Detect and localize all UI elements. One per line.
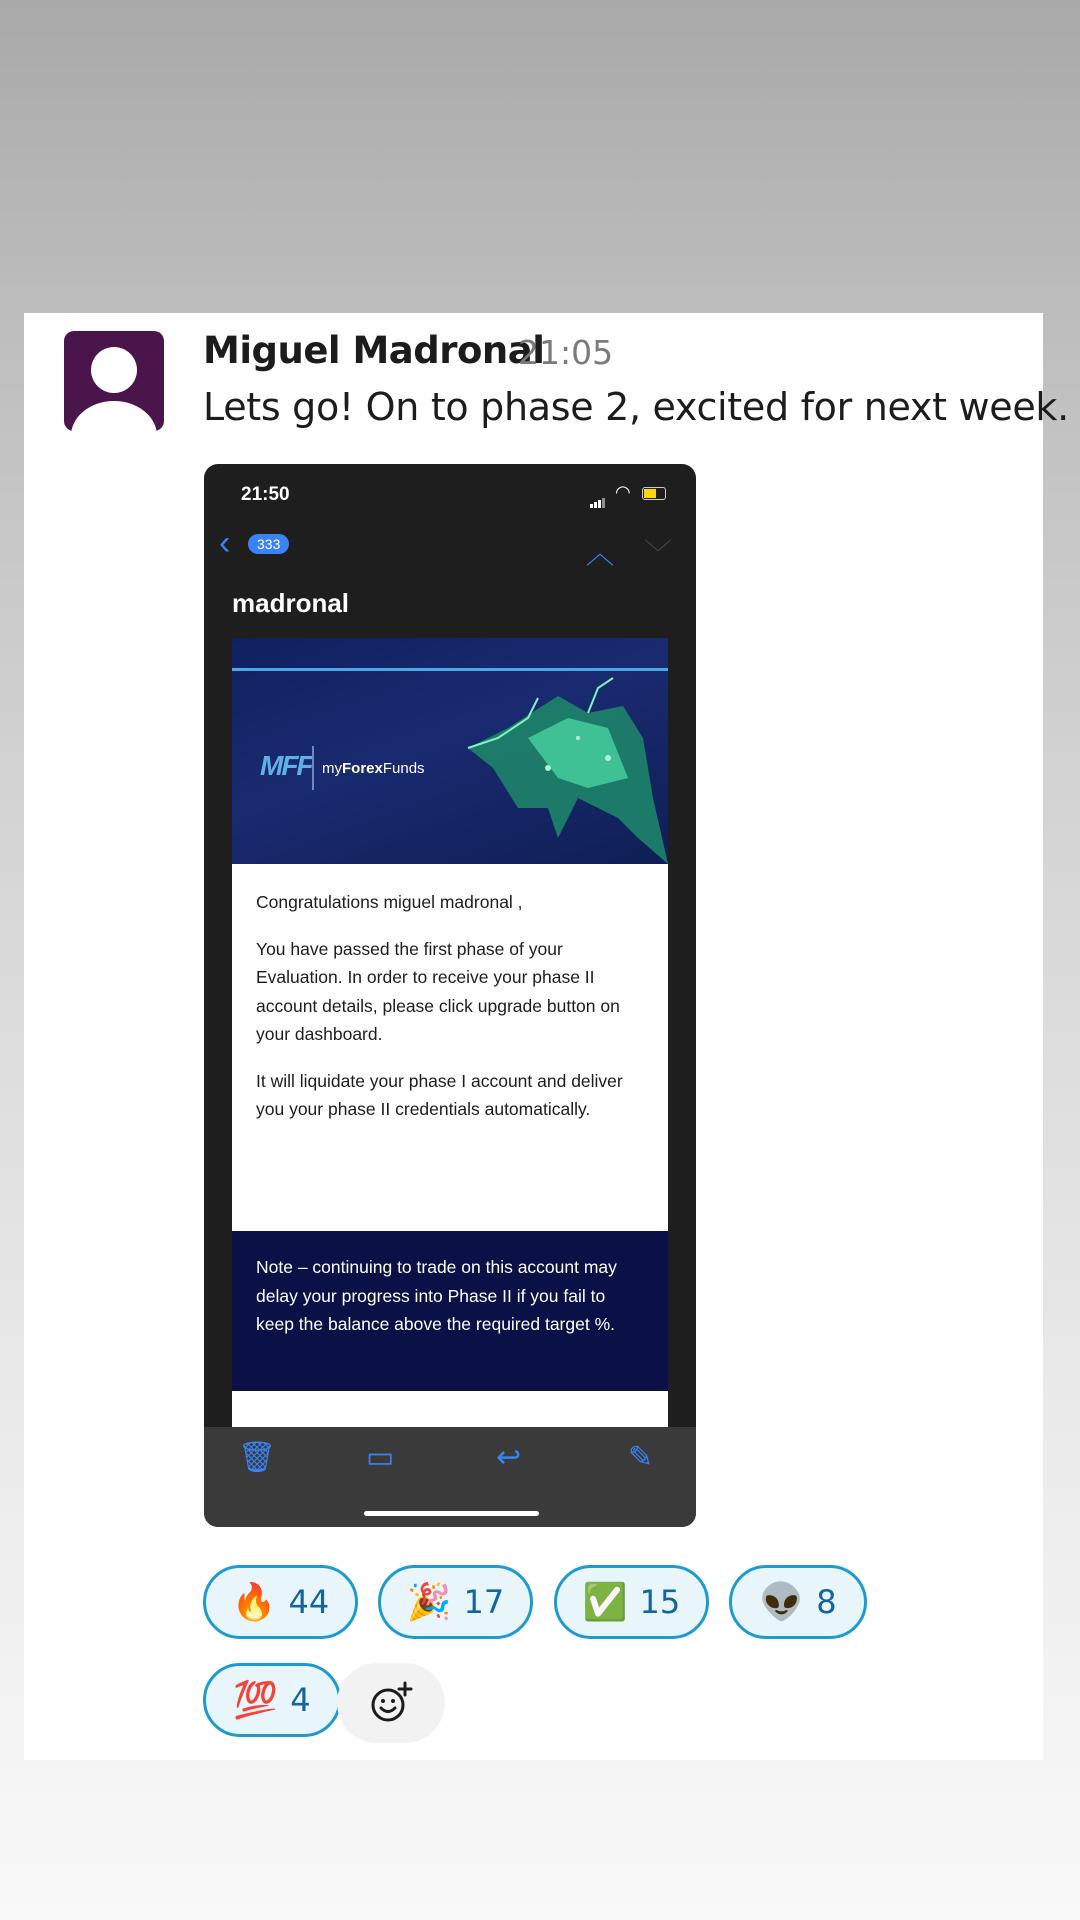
brand-logo: MFF [260, 750, 312, 781]
email-subject: madronal [232, 588, 350, 618]
email-paragraph-1: You have passed the first phase of your Evaluation. In order to receive your phase II account details, please click upgrade button on your dashboard. [256, 938, 620, 1044]
add-emoji-icon [369, 1681, 413, 1725]
reaction-party-popper[interactable] [378, 1565, 533, 1639]
reaction-alien[interactable] [729, 1565, 867, 1639]
avatar-body [71, 401, 157, 431]
logo-divider [312, 746, 314, 790]
home-indicator [364, 1511, 539, 1516]
bull-graphic [438, 668, 668, 864]
mail-nav-bar [204, 524, 696, 572]
author-name[interactable]: Miguel Madronal [203, 329, 545, 372]
trash-icon: 🗑 [238, 1441, 277, 1474]
message-text: Lets go! On to phase 2, excited for next week. [203, 385, 1069, 429]
email-note-text: Note – continuing to trade on this account may delay your progress into Phase II if you fail to keep the balance above the required target %. [256, 1257, 617, 1334]
alien-emoji-icon: 👽 [759, 1582, 805, 1623]
email-body [232, 638, 668, 1438]
avatar[interactable] [64, 331, 164, 431]
email-paragraph-2: It will liquidate your phase I account and deliver you your phase II credentials automatically. [256, 1070, 623, 1119]
check-mark-emoji-icon: ✅ [582, 1582, 628, 1623]
screenshot-attachment[interactable] [204, 464, 696, 1527]
wifi-icon: ◠ [615, 482, 631, 502]
message-timestamp[interactable]: 21:05 [518, 333, 614, 372]
back-chevron-icon: ‹ [219, 524, 231, 562]
reaction-hundred-points[interactable] [203, 1663, 341, 1737]
reaction-count: 17 [463, 1583, 505, 1621]
reaction-count: 44 [288, 1583, 330, 1621]
avatar-head [91, 347, 137, 393]
compose-icon: ✎ [628, 1441, 654, 1474]
brand-name: myForexFunds [322, 760, 425, 777]
message-card [24, 313, 1069, 1760]
party-popper-emoji-icon: 🎉 [406, 1582, 452, 1623]
chevron-down-icon: ﹀ [644, 538, 673, 569]
reply-icon: ↩ [496, 1441, 522, 1474]
chevron-up-icon: ︿ [586, 538, 615, 569]
signal-icon [590, 490, 606, 508]
hundred-points-emoji-icon: 💯 [233, 1680, 279, 1721]
add-reaction-button[interactable] [337, 1663, 445, 1743]
fire-emoji-icon: 🔥 [231, 1582, 277, 1623]
phone-status-bar [204, 464, 696, 524]
email-greeting: Congratulations miguel madronal , [256, 892, 523, 912]
folder-icon: ▭ [366, 1441, 395, 1474]
email-note [232, 1231, 668, 1391]
mail-toolbar [204, 1427, 696, 1527]
reaction-count: 8 [816, 1583, 837, 1621]
email-banner [232, 638, 668, 864]
reaction-count: 15 [639, 1583, 681, 1621]
reaction-fire[interactable] [203, 1565, 358, 1639]
unread-badge: 333 [248, 534, 289, 554]
reaction-check-mark[interactable] [554, 1565, 709, 1639]
email-text [256, 888, 646, 1142]
reaction-count: 4 [290, 1681, 311, 1719]
status-clock: 21:50 [241, 484, 290, 505]
battery-icon [642, 487, 666, 500]
